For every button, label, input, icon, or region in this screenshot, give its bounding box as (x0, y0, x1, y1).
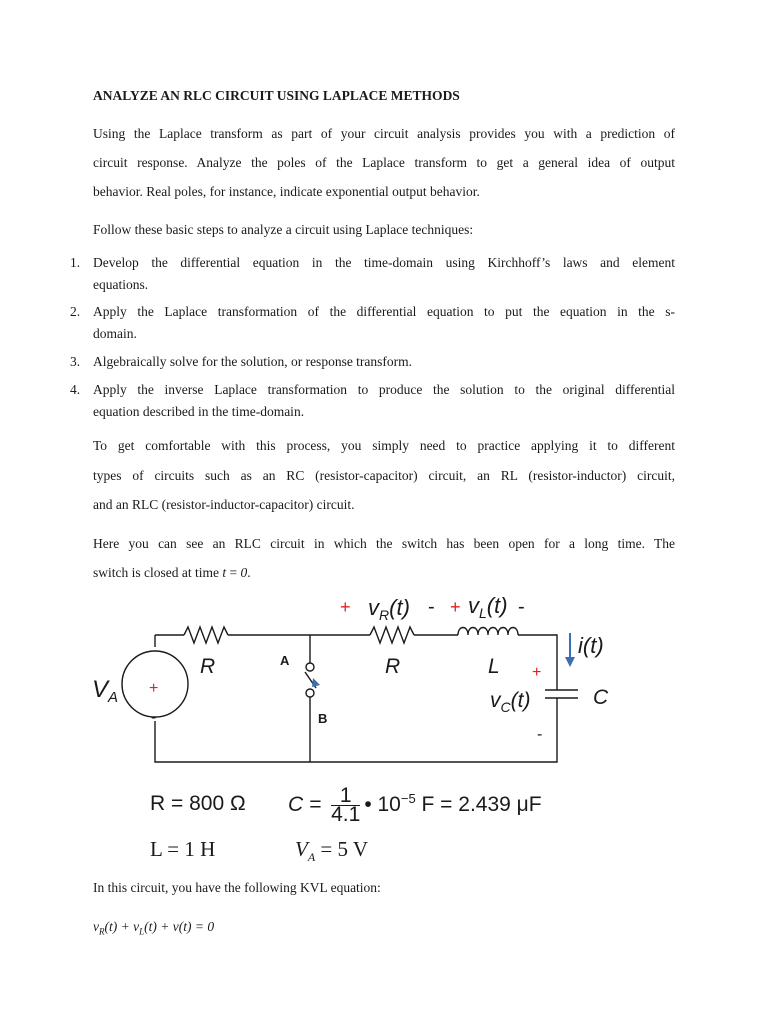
va-value: $V_A = 5$ V (295, 837, 369, 865)
kvl-intro: In this circuit, you have the following KVL equation: (93, 880, 381, 895)
vc-minus-sign: - (537, 726, 543, 743)
step-number-4: 4. (70, 382, 81, 397)
steps-intro: Follow these basic steps to analyze a circuit using Laplace techniques: (93, 222, 474, 237)
circuit-intro-line-1: Here you can see an RLC circuit in which the switch has been open for a long time. The (93, 536, 675, 551)
switch-terminal-b (306, 689, 314, 697)
step-number-1: 1. (70, 255, 81, 270)
switch-arrow-icon (312, 678, 320, 687)
source-minus-sign: - (151, 709, 157, 726)
vl-minus-sign: - (518, 596, 525, 618)
step-number-2: 2. (70, 304, 81, 319)
node-b-label: B (318, 711, 328, 726)
intro-line-2: circuit response. Analyze the poles of the Laplace transform to get a general idea of output (93, 155, 675, 170)
source-label: $V_A$ (92, 676, 119, 706)
step-4-line-2: equation described in the time-domain. (93, 404, 305, 419)
resistor-1 (184, 627, 228, 643)
vl-label: $v_L(t)$ (468, 593, 508, 621)
kvl-equation: $v_R(t) + v_L(t) + v(t) = 0$ (93, 919, 215, 937)
inductor (458, 628, 518, 636)
switch-terminal-a (306, 663, 314, 671)
r1-label: R (200, 655, 216, 678)
step-1-line-1: Develop the differential equation in the time-domain using Kirchhoff’s laws and element (93, 255, 675, 270)
vl-plus-sign: + (450, 597, 461, 617)
vr-label: $v_R(t)$ (368, 595, 410, 623)
vr-plus-sign: + (340, 597, 351, 617)
r2-label: R (385, 655, 401, 678)
practice-line-1: To get comfortable with this process, you simply need to practice applying it to different (93, 438, 675, 453)
step-2-line-2: domain. (93, 326, 137, 341)
c-value: C = $\frac{1}{4.1}$ • $10^{-5}$ F = 2.439 μF (288, 783, 542, 826)
source-plus-sign: + (149, 680, 159, 697)
intro-line-1: Using the Laplace transform as part of your circuit analysis provides you with a prediction of (93, 126, 675, 141)
capacitor (545, 690, 578, 698)
node-a-label: A (280, 653, 290, 668)
step-number-3: 3. (70, 354, 81, 369)
step-4-line-1: Apply the inverse Laplace transformation to produce the solution to the original differential (93, 382, 675, 397)
intro-line-3: behavior. Real poles, for instance, indicate exponential output behavior. (93, 184, 480, 199)
vc-plus-sign: + (532, 664, 542, 681)
current-label: i(t) (578, 633, 604, 658)
step-2-line-1: Apply the Laplace transformation of the differential equation to put the equation in the s- (93, 304, 675, 319)
circuit-intro-line-2: switch is closed at time t = 0. (93, 565, 251, 580)
l-value: L = 1 H (150, 837, 216, 861)
practice-line-2: types of circuits such as an RC (resistor-capacitor) circuit, an RL (resistor-inductor) circuit, (93, 468, 675, 483)
step-1-line-2: equations. (93, 277, 149, 292)
step-3-line-1: Algebraically solve for the solution, or response transform. (93, 354, 413, 369)
r-value: R = 800 Ω (150, 792, 246, 815)
practice-line-3: and an RLC (resistor-inductor-capacitor) circuit. (93, 497, 355, 512)
rlc-circuit-diagram (0, 585, 768, 785)
page-heading: ANALYZE AN RLC CIRCUIT USING LAPLACE METHODS (93, 88, 460, 103)
c-label: C (593, 686, 609, 709)
resistor-2 (370, 627, 414, 643)
vc-label: $v_C(t)$ (490, 689, 531, 715)
vr-minus-sign: - (428, 596, 435, 618)
l-label: L (488, 655, 500, 678)
